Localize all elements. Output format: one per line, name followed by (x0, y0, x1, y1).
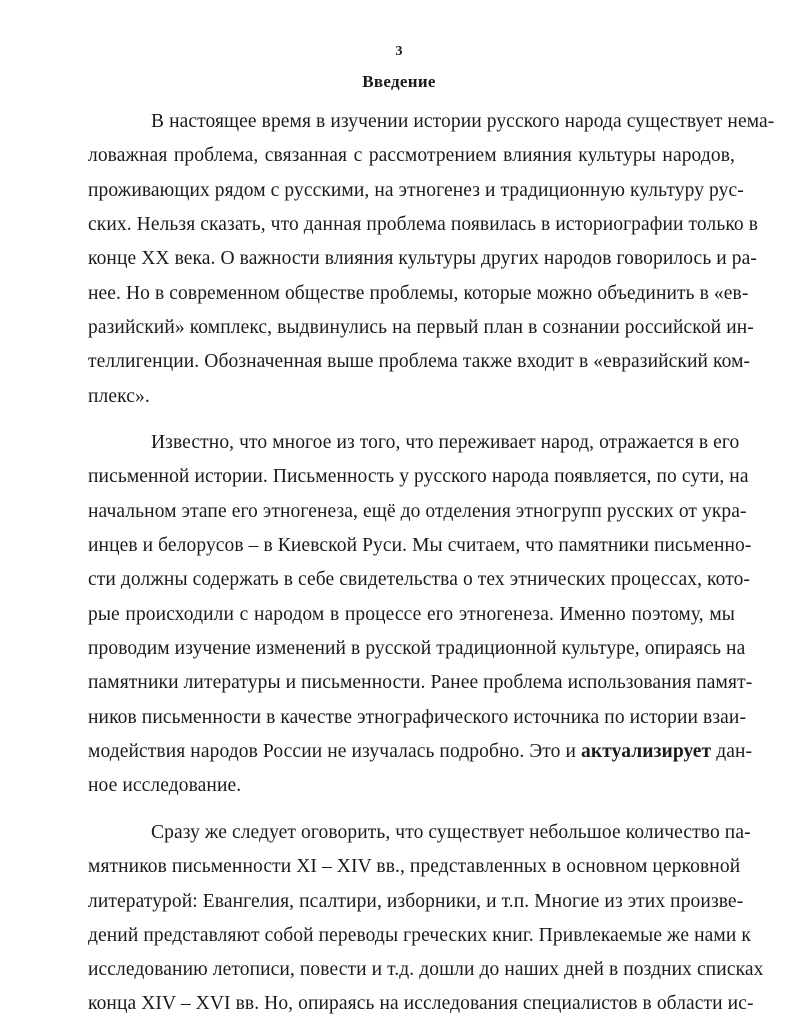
text-line: конце XX века. О важности влияния культуры других народов говорилось и ра- (88, 248, 757, 269)
text-line: дений представляют собой переводы греческих книг. Привлекаемые же нами к (88, 925, 751, 946)
emphasis-word: актуализирует (581, 741, 712, 762)
text-line: ловажная проблема, связанная с рассмотрением влияния культуры народов, (88, 145, 735, 166)
text-line: письменной истории. Письменность у русского народа появляется, по сути, на (88, 466, 749, 487)
text-line: начальном этапе его этногенеза, ещё до отделения этногрупп русских от укра- (88, 501, 747, 522)
text-line: проводим изучение изменений в русской традиционной культуре, опираясь на (88, 638, 746, 659)
text-segment: дан- (711, 741, 753, 762)
text-line: рые происходили с народом в процессе его этногенеза. Именно поэтому, мы (88, 604, 735, 625)
text-line: исследованию летописи, повести и т.д. дошли до наших дней в поздних списках (88, 959, 764, 980)
text-line: литературой: Евангелия, псалтири, изборники, и т.п. Многие из этих произве- (88, 891, 744, 912)
text-line: сти должны содержать в себе свидетельства о тех этнических процессах, кото- (88, 569, 751, 590)
text-line (88, 741, 753, 763)
text-line: В настоящее время в изучении истории русского народа существует нема- (151, 111, 775, 132)
text-line: конца XIV – XVI вв. Но, опираясь на исследования специалистов в области ис- (88, 993, 754, 1014)
text-line: инцев и белорусов – в Киевской Руси. Мы считаем, что памятники письменно- (88, 535, 752, 556)
text-line: ников письменности в качестве этнографического источника по истории взаи- (88, 707, 747, 728)
text-line: проживающих рядом с русскими, на этногенез и традиционную культуру рус- (88, 180, 744, 201)
page-number: 3 (395, 44, 403, 59)
text-line: плекс». (88, 386, 150, 407)
text-line: ских. Нельзя сказать, что данная проблема появилась в историографии только в (88, 214, 759, 235)
text-line: разийский» комплекс, выдвинулись на первый план в сознании российской ин- (88, 317, 754, 338)
text-line: Сразу же следует оговорить, что существует небольшое количество па- (151, 822, 751, 843)
text-line: памятники литературы и письменности. Ранее проблема использования памят- (88, 672, 753, 693)
text-segment: модействия народов России не изучалась подробно. Это и (88, 741, 581, 762)
text-line: теллигенции. Обозначенная выше проблема также входит в «евразийский ком- (88, 351, 751, 372)
text-line: ное исследование. (88, 775, 242, 796)
text-line: нее. Но в современном обществе проблемы, которые можно объединить в «ев- (88, 283, 749, 304)
text-line: Известно, что многое из того, что переживает народ, отражается в его (151, 432, 740, 453)
text-line: мятников письменности XI – XIV вв., представленных в основном церковной (88, 856, 741, 877)
page-title: Введение (362, 72, 436, 91)
